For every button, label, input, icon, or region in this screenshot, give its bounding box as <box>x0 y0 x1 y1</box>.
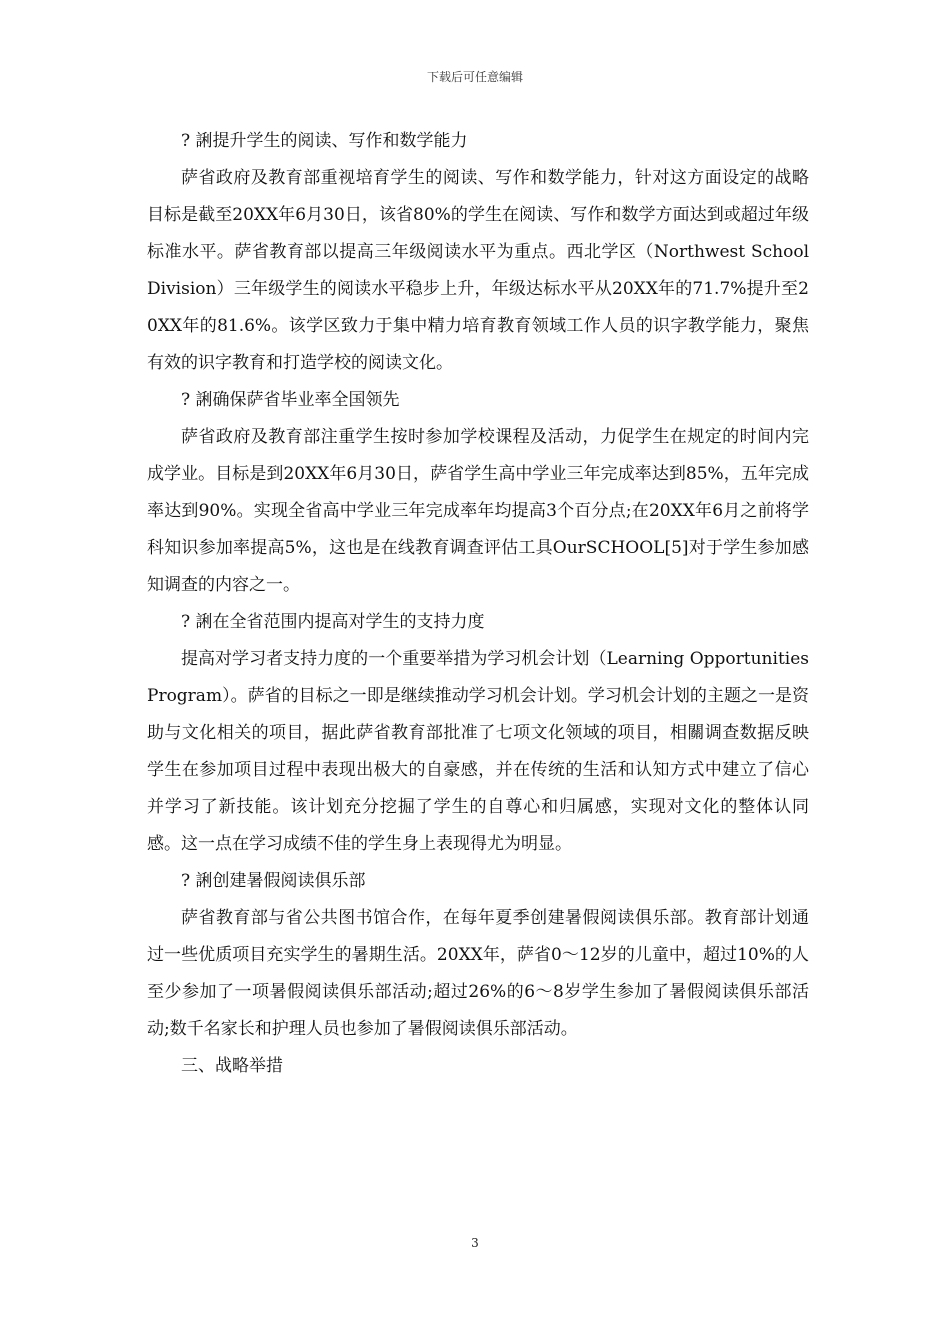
paragraph-student-support: 提高对学习者支持力度的一个重要举措为学习机会计划（Learning Opportunities Program）。萨省的目标之一即是继续推动学习机会计划。学习机会计划的主题之一是资助与文化相关的项目，据此萨省教育部批准了七项文化领域的项目，相關调查数据反映学生在参加项目过程中表现出极大的自豪感，并在传统的生活和认知方式中建立了信心并学习了新技能。该计划充分挖掘了学生的自尊心和归属感，实现对文化的整体认同感。这一点在学习成绩不佳的学生身上表现得尤为明显。 <box>147 649 809 854</box>
section-heading-reading-writing-math: ? 誗提升学生的阅读、写作和数学能力 <box>181 131 468 151</box>
paragraph-graduation-rate: 萨省政府及教育部注重学生按时参加学校课程及活动，力促学生在规定的时间内完成学业。目标是到20XX年6月30日，萨省学生高中学业三年完成率达到85%，五年完成率达到90%。实现全省高中学业三年完成率年均提高3个百分点;在20XX年6月之前将学科知识参加率提高5%，这也是在线教育调查评估工具OurSCHOOL[5]对于学生参加感知调查的内容之一。 <box>147 427 809 595</box>
paragraph-reading-writing-math: 萨省政府及教育部重视培育学生的阅读、写作和数学能力，针对这方面设定的战略目标是截至20XX年6月30日，该省80%的学生在阅读、写作和数学方面达到或超过年级标准水平。萨省教育部以提高三年级阅读水平为重点。西北学区（Northwest School Division）三年级学生的阅读水平稳步上升，年级达标水平从20XX年的71.7%提升至20XX年的81.6%。该学区致力于集中精力培育教育领域工作人员的识字教学能力，聚焦有效的识字教育和打造学校的阅读文化。 <box>147 168 809 373</box>
section-heading-summer-reading-club: ? 誗创建暑假阅读俱乐部 <box>181 871 366 891</box>
header-note: 下载后可任意编辑 <box>426 70 523 84</box>
section-heading-student-support: ? 誗在全省范围内提高对学生的支持力度 <box>181 612 485 632</box>
paragraph-summer-reading-club: 萨省教育部与省公共图书馆合作，在每年夏季创建暑假阅读俱乐部。教育部计划通过一些优质项目充实学生的暑期生活。20XX年，萨省0～12岁的儿童中，超过10%的人至少参加了一项暑假阅读俱乐部活动;超过26%的6～8岁学生参加了暑假阅读俱乐部活动;数千名家长和护理人员也参加了暑假阅读俱乐部活动。 <box>147 908 809 1039</box>
section-heading-strategic-measures: 三、战略举措 <box>181 1056 283 1076</box>
page-number: 3 <box>471 1236 479 1250</box>
section-heading-graduation-rate: ? 誗确保萨省毕业率全国领先 <box>181 390 400 410</box>
document-body <box>147 123 809 1085</box>
